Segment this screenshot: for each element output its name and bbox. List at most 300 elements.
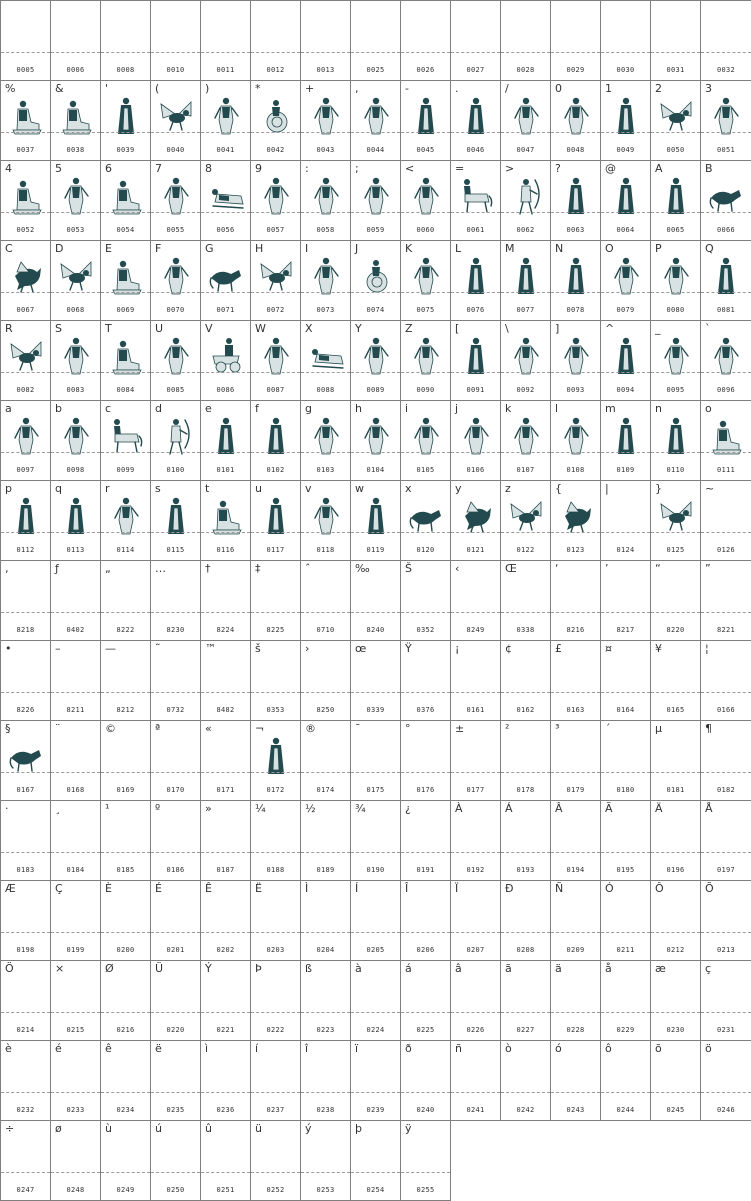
glyph-cell — [250, 160, 301, 241]
glyph-code: 0100 — [166, 466, 185, 474]
glyph-character: N — [555, 242, 564, 255]
glyph-character: , — [355, 82, 359, 95]
glyph-cell — [700, 80, 751, 161]
glyph-code: 0074 — [366, 306, 385, 314]
glyph-cell — [250, 1040, 301, 1121]
glyph-cell — [700, 560, 751, 641]
glyph-character: è — [5, 1042, 12, 1055]
baseline-guide — [51, 132, 100, 133]
glyph-character: ¥ — [655, 642, 662, 655]
glyph-code: 0190 — [366, 866, 385, 874]
baseline-guide — [51, 452, 100, 453]
glyph-character: ™ — [205, 642, 216, 655]
glyph-code: 8240 — [366, 626, 385, 634]
robed-figure-illustration — [507, 254, 545, 296]
glyph-cell — [250, 240, 301, 321]
glyph-cell — [100, 480, 151, 561]
glyph-code: 0235 — [166, 1106, 185, 1114]
glyph-character: ê — [105, 1042, 112, 1055]
glyph-code: 0105 — [416, 466, 435, 474]
baseline-guide — [51, 1012, 100, 1013]
glyph-cell — [500, 1040, 551, 1121]
baseline-guide — [251, 292, 300, 293]
baseline-guide — [251, 1012, 300, 1013]
glyph-cell — [650, 720, 701, 801]
glyph-code: 0238 — [316, 1106, 335, 1114]
glyph-cell — [250, 320, 301, 401]
glyph-code: 0026 — [416, 66, 435, 74]
glyph-character: õ — [655, 1042, 662, 1055]
standing-figure-illustration — [557, 414, 595, 456]
standing-figure-illustration — [407, 414, 445, 456]
centaur-illustration — [107, 414, 145, 456]
glyph-character: ü — [255, 1122, 262, 1135]
glyph-cell — [0, 0, 51, 81]
glyph-character: ÿ — [405, 1122, 412, 1135]
baseline-guide — [451, 692, 500, 693]
glyph-cell — [0, 160, 51, 241]
glyph-cell — [300, 160, 351, 241]
glyph-character: ¸ — [55, 802, 61, 815]
glyph-code: 0089 — [366, 386, 385, 394]
baseline-guide — [651, 372, 700, 373]
glyph-cell — [50, 800, 101, 881]
baseline-guide — [1, 1012, 50, 1013]
baseline-guide — [601, 692, 650, 693]
glyph-code: 0710 — [316, 626, 335, 634]
baseline-guide — [701, 772, 751, 773]
glyph-code: 0339 — [366, 706, 385, 714]
standing-figure-illustration — [657, 334, 695, 376]
baseline-guide — [101, 372, 150, 373]
glyph-cell — [100, 320, 151, 401]
glyph-code: 8212 — [116, 706, 135, 714]
glyph-character: V — [205, 322, 213, 335]
glyph-code: 0067 — [16, 306, 35, 314]
baseline-guide — [301, 452, 350, 453]
glyph-cell — [400, 960, 451, 1041]
standing-figure-illustration — [707, 334, 745, 376]
glyph-cell — [200, 800, 251, 881]
baseline-guide — [701, 1012, 751, 1013]
standing-figure-illustration — [507, 414, 545, 456]
glyph-code: 0162 — [516, 706, 535, 714]
glyph-character: x — [405, 482, 412, 495]
glyph-character: Â — [555, 802, 563, 815]
baseline-guide — [551, 612, 600, 613]
glyph-cell — [150, 80, 201, 161]
glyph-code: 0042 — [266, 146, 285, 154]
glyph-code: 0113 — [66, 546, 85, 554]
baseline-guide — [551, 372, 600, 373]
baseline-guide — [201, 452, 250, 453]
glyph-cell — [250, 480, 301, 561]
glyph-code: 0236 — [216, 1106, 235, 1114]
baseline-guide — [101, 852, 150, 853]
glyph-cell — [50, 640, 101, 721]
glyph-cell — [100, 1120, 151, 1201]
glyph-code: 0191 — [416, 866, 435, 874]
glyph-code: 8230 — [166, 626, 185, 634]
glyph-cell — [250, 80, 301, 161]
glyph-cell — [550, 0, 601, 81]
baseline-guide — [451, 452, 500, 453]
glyph-character: » — [205, 802, 212, 815]
glyph-character: ‰ — [355, 562, 370, 575]
glyph-character: @ — [605, 162, 616, 175]
glyph-cell — [550, 480, 601, 561]
glyph-cell — [650, 80, 701, 161]
glyph-code: 0164 — [616, 706, 635, 714]
glyph-code: 8221 — [716, 626, 736, 634]
baseline-guide — [501, 372, 550, 373]
baseline-guide — [101, 132, 150, 133]
glyph-cell — [600, 160, 651, 241]
baseline-guide — [251, 772, 300, 773]
glyph-code: 0196 — [666, 866, 685, 874]
baseline-guide — [401, 52, 450, 53]
baseline-guide — [351, 52, 400, 53]
glyph-code: 0226 — [466, 1026, 485, 1034]
baseline-guide — [351, 292, 400, 293]
glyph-character: û — [205, 1122, 212, 1135]
glyph-character: ¾ — [355, 802, 366, 815]
glyph-code: 0206 — [416, 946, 435, 954]
standing-figure-illustration — [107, 494, 145, 536]
glyph-code: 0091 — [466, 386, 485, 394]
glyph-code: 0239 — [366, 1106, 385, 1114]
glyph-code: 0093 — [566, 386, 585, 394]
glyph-character: Ç — [55, 882, 63, 895]
glyph-cell — [300, 480, 351, 561]
glyph-cell — [100, 400, 151, 481]
glyph-cell — [150, 960, 201, 1041]
glyph-code: 0172 — [266, 786, 285, 794]
glyph-character: ó — [555, 1042, 562, 1055]
glyph-cell — [500, 640, 551, 721]
glyph-cell — [100, 0, 151, 81]
glyph-code: 0039 — [116, 146, 135, 154]
glyph-character: Á — [505, 802, 513, 815]
standing-figure-illustration — [157, 174, 195, 216]
standing-figure-illustration — [207, 94, 245, 136]
standing-figure-illustration — [307, 414, 345, 456]
serpent-illustration — [357, 254, 395, 296]
baseline-guide — [251, 452, 300, 453]
glyph-cell — [400, 1120, 451, 1201]
baseline-guide — [401, 692, 450, 693]
standing-figure-illustration — [307, 254, 345, 296]
glyph-character: ï — [355, 1042, 359, 1055]
glyph-character: § — [5, 722, 11, 735]
glyph-character: Í — [355, 882, 359, 895]
glyph-character: Æ — [5, 882, 16, 895]
baseline-guide — [651, 52, 700, 53]
glyph-character: — — [105, 642, 116, 655]
glyph-character: ‡ — [255, 562, 261, 575]
glyph-code: 0025 — [366, 66, 385, 74]
baseline-guide — [651, 532, 700, 533]
standing-figure-illustration — [307, 94, 345, 136]
baseline-guide — [51, 52, 100, 53]
glyph-cell — [700, 400, 751, 481]
glyph-cell — [300, 720, 351, 801]
standing-figure-illustration — [57, 174, 95, 216]
glyph-code: 0119 — [366, 546, 385, 554]
glyph-code: 0118 — [316, 546, 335, 554]
glyph-code: 0125 — [666, 546, 685, 554]
glyph-cell — [700, 160, 751, 241]
glyph-character: • — [5, 642, 12, 655]
baseline-guide — [351, 852, 400, 853]
glyph-code: 0194 — [566, 866, 585, 874]
standing-figure-illustration — [557, 94, 595, 136]
baseline-guide — [51, 932, 100, 933]
glyph-cell — [200, 960, 251, 1041]
glyph-character: Ì — [305, 882, 309, 895]
glyph-code: 0205 — [366, 946, 385, 954]
glyph-character: Z — [405, 322, 413, 335]
glyph-code: 0124 — [616, 546, 635, 554]
baseline-guide — [1, 932, 50, 933]
baseline-guide — [401, 292, 450, 293]
glyph-cell — [650, 960, 701, 1041]
serpent-illustration — [257, 94, 295, 136]
glyph-character: Õ — [705, 882, 714, 895]
glyph-code: 0068 — [66, 306, 85, 314]
glyph-code: 0072 — [266, 306, 285, 314]
glyph-cell — [500, 960, 551, 1041]
glyph-code: 8217 — [616, 626, 635, 634]
glyph-cell — [500, 400, 551, 481]
glyph-cell — [250, 1120, 301, 1201]
standing-figure-illustration — [157, 254, 195, 296]
glyph-cell — [450, 240, 501, 321]
baseline-guide — [651, 772, 700, 773]
baseline-guide — [101, 612, 150, 613]
glyph-code: 0168 — [66, 786, 85, 794]
glyph-character: ? — [555, 162, 561, 175]
glyph-code: 0044 — [366, 146, 385, 154]
glyph-code: 0099 — [116, 466, 135, 474]
glyph-code: 0165 — [666, 706, 685, 714]
standing-figure-illustration — [257, 334, 295, 376]
glyph-character: ú — [155, 1122, 162, 1135]
baseline-guide — [701, 292, 751, 293]
winged-creature-illustration — [57, 254, 95, 296]
glyph-code: 0076 — [466, 306, 485, 314]
glyph-cell — [100, 80, 151, 161]
glyph-character: 7 — [155, 162, 162, 175]
glyph-character: y — [455, 482, 462, 495]
glyph-character: › — [305, 642, 310, 655]
baseline-guide — [151, 212, 200, 213]
glyph-cell — [200, 240, 251, 321]
glyph-code: 0181 — [666, 786, 685, 794]
baseline-guide — [501, 1012, 550, 1013]
baseline-guide — [151, 852, 200, 853]
glyph-character: 5 — [55, 162, 62, 175]
baseline-guide — [601, 132, 650, 133]
griffin-illustration — [457, 494, 495, 536]
glyph-character: ˜ — [155, 642, 161, 655]
glyph-cell — [350, 400, 401, 481]
glyph-code: 0069 — [116, 306, 135, 314]
baseline-guide — [251, 532, 300, 533]
glyph-code: 0177 — [466, 786, 485, 794]
glyph-cell — [650, 880, 701, 961]
robed-figure-illustration — [557, 174, 595, 216]
glyph-cell — [450, 1040, 501, 1121]
glyph-character: H — [255, 242, 264, 255]
glyph-code: 8482 — [216, 706, 235, 714]
glyph-character: ù — [105, 1122, 112, 1135]
glyph-code: 0102 — [266, 466, 285, 474]
baseline-guide — [701, 852, 751, 853]
glyph-code: 0199 — [66, 946, 85, 954]
glyph-code: 0096 — [716, 386, 736, 394]
baseline-guide — [301, 932, 350, 933]
glyph-cell — [500, 480, 551, 561]
baseline-guide — [701, 212, 751, 213]
glyph-character: - — [405, 82, 409, 95]
baseline-guide — [451, 1092, 500, 1093]
glyph-cell — [0, 880, 51, 961]
glyph-code: 8224 — [216, 626, 235, 634]
baseline-guide — [351, 372, 400, 373]
glyph-cell — [350, 800, 401, 881]
glyph-character: ‹ — [455, 562, 460, 575]
glyph-code: 0253 — [316, 1186, 335, 1194]
standing-figure-illustration — [357, 414, 395, 456]
glyph-cell — [250, 800, 301, 881]
glyph-character: ø — [55, 1122, 62, 1135]
robed-figure-illustration — [607, 414, 645, 456]
glyph-cell — [700, 640, 751, 721]
glyph-character: j — [455, 402, 459, 415]
glyph-cell — [350, 240, 401, 321]
glyph-character: ³ — [555, 722, 560, 735]
baseline-guide — [1, 1092, 50, 1093]
glyph-code: 0115 — [166, 546, 185, 554]
glyph-cell — [700, 960, 751, 1041]
glyph-character: þ — [355, 1122, 362, 1135]
baseline-guide — [101, 292, 150, 293]
glyph-cell — [350, 80, 401, 161]
glyph-character: ñ — [455, 1042, 462, 1055]
glyph-code: 0086 — [216, 386, 235, 394]
glyph-code: 0116 — [216, 546, 235, 554]
glyph-code: 0231 — [716, 1026, 736, 1034]
baseline-guide — [101, 692, 150, 693]
glyph-cell — [450, 160, 501, 241]
baseline-guide — [101, 932, 150, 933]
glyph-cell — [150, 560, 201, 641]
glyph-code: 0078 — [566, 306, 585, 314]
glyph-cell — [200, 640, 251, 721]
glyph-character: · — [5, 802, 9, 815]
baseline-guide — [251, 212, 300, 213]
glyph-code: 0066 — [716, 226, 736, 234]
glyph-character: ë — [155, 1042, 162, 1055]
glyph-cell — [350, 1120, 401, 1201]
glyph-character: ã — [505, 962, 512, 975]
glyph-cell — [700, 480, 751, 561]
glyph-character: R — [5, 322, 13, 335]
seated-figure-illustration — [7, 174, 45, 216]
glyph-code: 0176 — [416, 786, 435, 794]
glyph-cell — [600, 80, 651, 161]
glyph-cell — [0, 320, 51, 401]
baseline-guide — [1, 612, 50, 613]
baseline-guide — [151, 452, 200, 453]
baseline-guide — [501, 292, 550, 293]
glyph-code: 0077 — [516, 306, 535, 314]
robed-figure-illustration — [457, 254, 495, 296]
baseline-guide — [451, 772, 500, 773]
glyph-code: 0055 — [166, 226, 185, 234]
glyph-code: 0126 — [716, 546, 736, 554]
glyph-cell — [500, 800, 551, 881]
glyph-code: 0174 — [316, 786, 335, 794]
baseline-guide — [601, 292, 650, 293]
glyph-cell — [700, 240, 751, 321]
glyph-code: 0070 — [166, 306, 185, 314]
glyph-code: 0223 — [316, 1026, 335, 1034]
glyph-cell — [400, 880, 451, 961]
glyph-code: 0732 — [166, 706, 185, 714]
glyph-character: ° — [405, 722, 411, 735]
glyph-character: Î — [405, 882, 409, 895]
glyph-character: ´ — [605, 722, 611, 735]
glyph-code: 0063 — [566, 226, 585, 234]
baseline-guide — [651, 292, 700, 293]
glyph-cell — [650, 640, 701, 721]
glyph-character: q — [55, 482, 62, 495]
baseline-guide — [1, 1172, 50, 1173]
glyph-cell — [50, 1120, 101, 1201]
glyph-code: 0061 — [466, 226, 485, 234]
baseline-guide — [451, 372, 500, 373]
glyph-character: ¡ — [455, 642, 460, 655]
glyph-character: Ë — [255, 882, 262, 895]
glyph-character: œ — [355, 642, 367, 655]
baseline-guide — [1, 852, 50, 853]
glyph-character: ¹ — [105, 802, 110, 815]
glyph-character: ^ — [605, 322, 615, 335]
glyph-character: ½ — [305, 802, 316, 815]
standing-figure-illustration — [507, 334, 545, 376]
baseline-guide — [401, 772, 450, 773]
glyph-character: – — [55, 642, 61, 655]
baseline-guide — [651, 852, 700, 853]
glyph-cell — [200, 160, 251, 241]
glyph-character: Ý — [205, 962, 212, 975]
glyph-cell — [350, 560, 401, 641]
glyph-code: 0227 — [516, 1026, 535, 1034]
glyph-character: Œ — [505, 562, 517, 575]
glyph-character: D — [55, 242, 64, 255]
baseline-guide — [501, 612, 550, 613]
glyph-code: 0254 — [366, 1186, 385, 1194]
glyph-character: ¼ — [255, 802, 266, 815]
glyph-character: / — [505, 82, 509, 95]
glyph-character: F — [155, 242, 162, 255]
standing-figure-illustration — [357, 94, 395, 136]
glyph-code: 0195 — [616, 866, 635, 874]
glyph-character: Y — [355, 322, 362, 335]
glyph-cell — [500, 0, 551, 81]
